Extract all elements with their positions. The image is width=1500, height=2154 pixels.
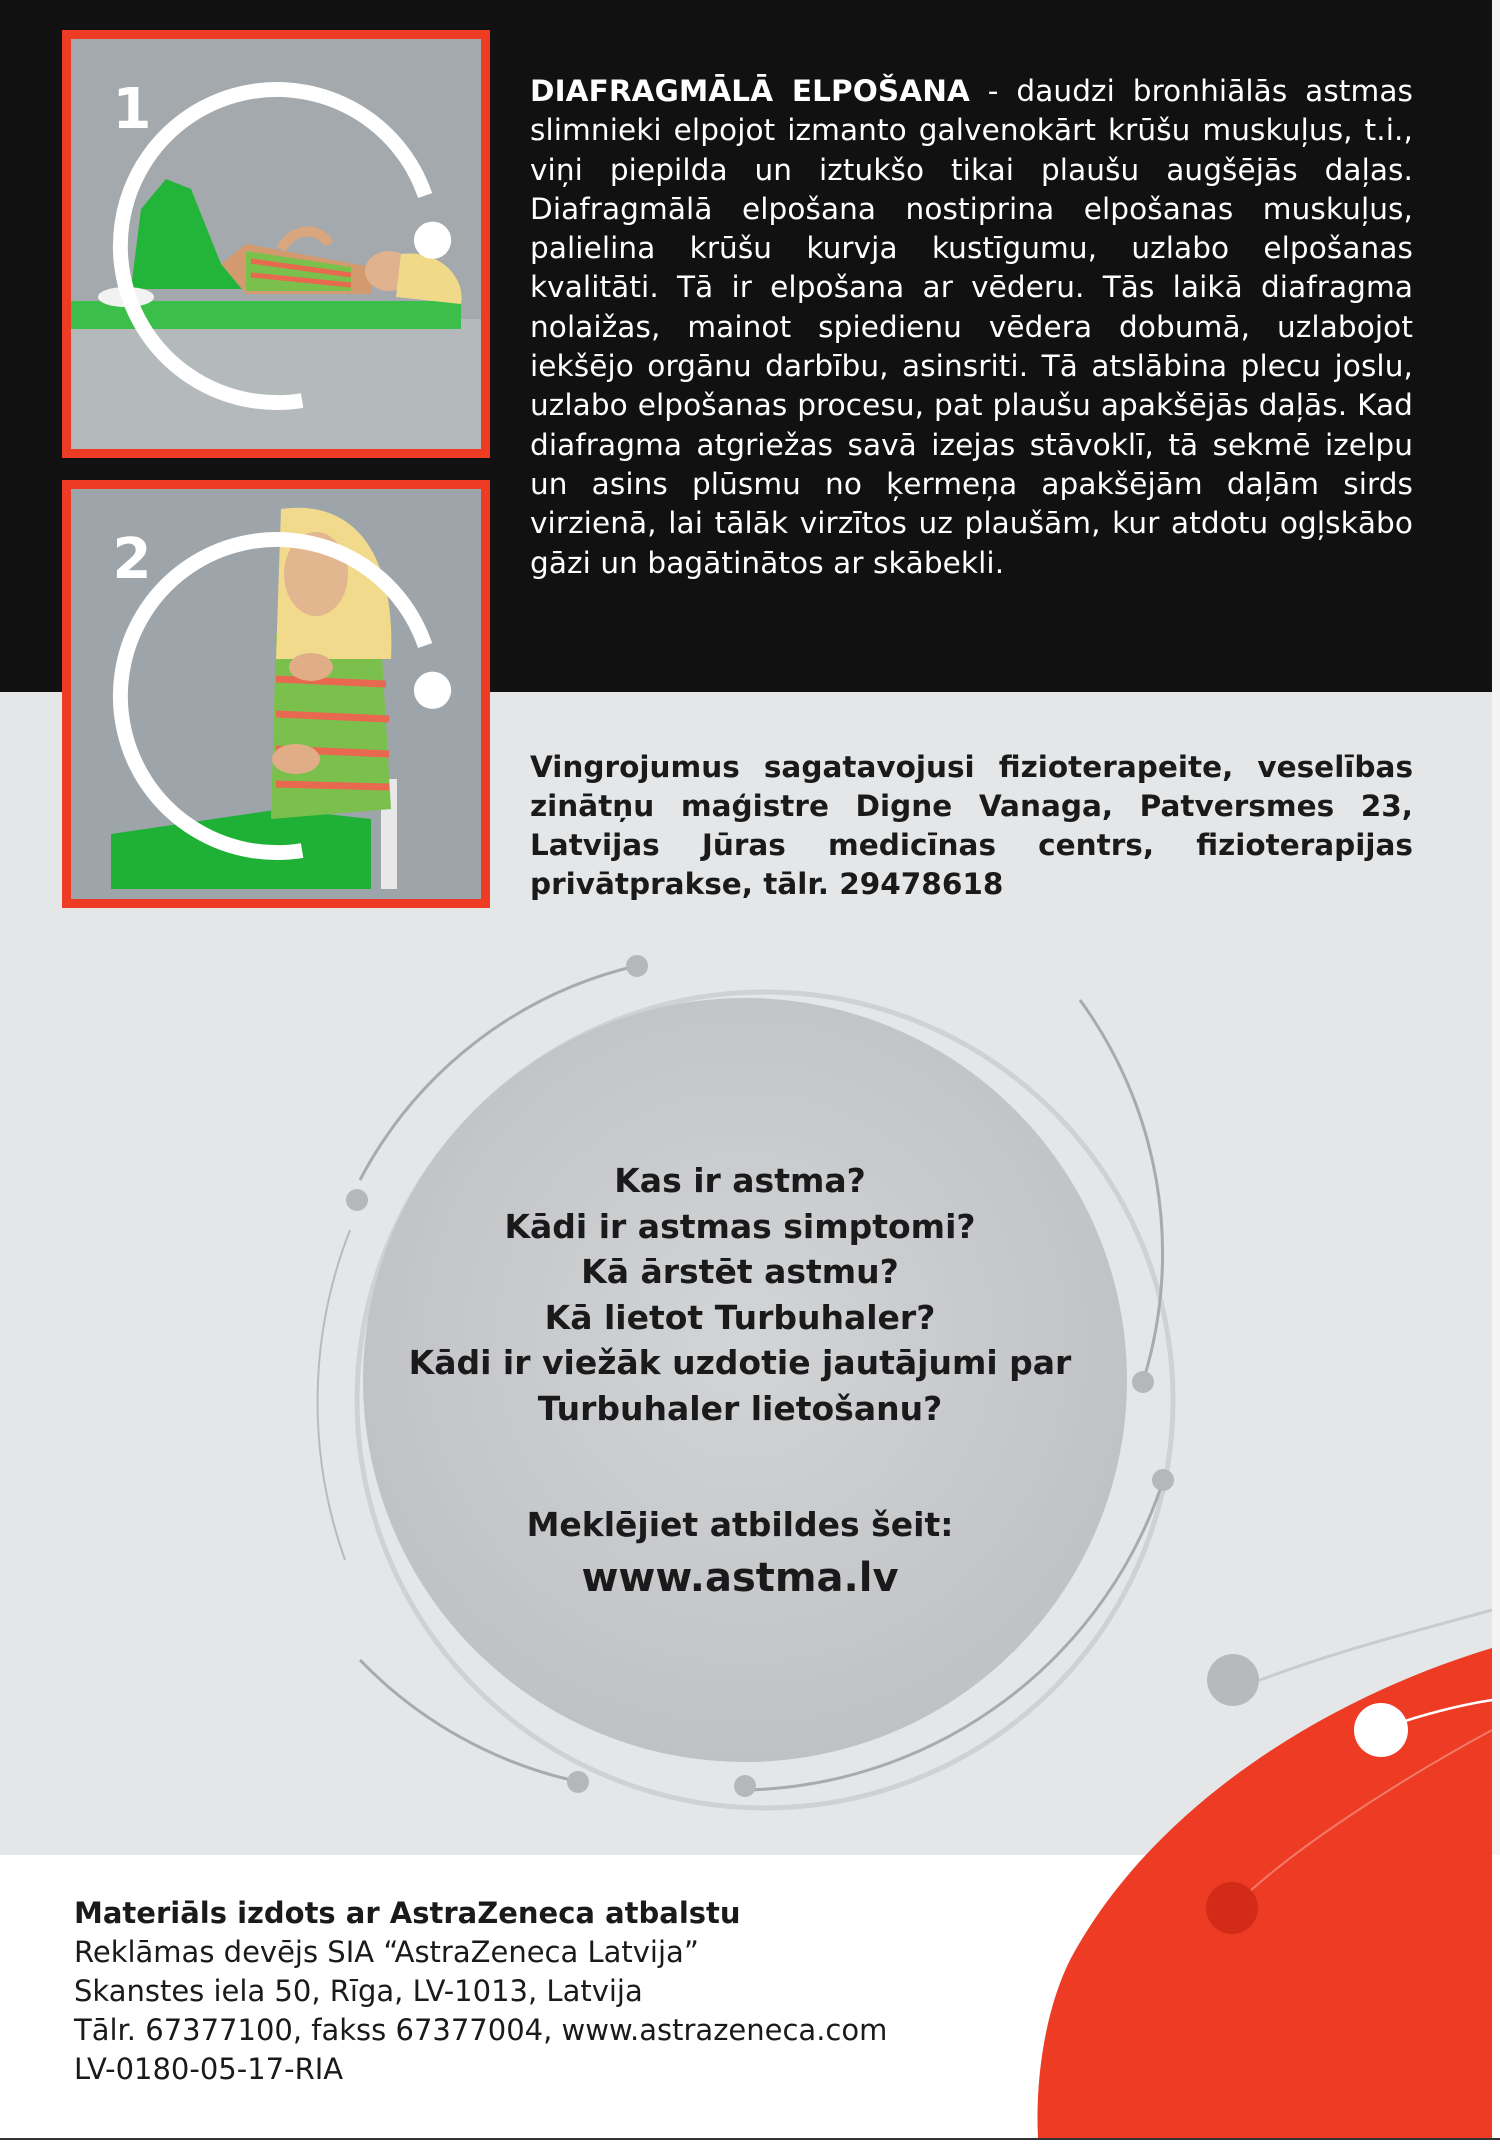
- address-line: Skanstes iela 50, Rīga, LV-1013, Latvija: [74, 1974, 643, 2008]
- orbit-dot: [1132, 1371, 1154, 1393]
- exercise-photo-2: [62, 480, 490, 908]
- exercise-body-text: - daudzi bronhiālās astmas slimnieki elpojot izmanto galvenokārt krūšu muskuļus, t.i., viņi piepilda un iztukšo tikai plaušu augšējās daļas. Diafragmālā elpošana nostiprina elpošanas muskuļus, palielina krūšu kurvja kustīgumu, uzlabo elpošanas kvalitāti. Tā ir elpošana ar vēderu. Tās laikā diafragma nolaižas, mainot spiedienu vēdera dobumā, uzlabojot iekšējo orgānu darbību, asinsriti. Tā atslābina plecu joslu, uzlabo elpošanas procesu, pat plaušu apakšējās daļās. Kad diafragma atgriežas savā izejas stāvoklī, tā sekmē izelpu un asins plūsmu no ķermeņa apakšējām daļām sirds virzienā, lai tālāk virzītos uz plaušām, kur atdotu ogļskābo gāzi un bagātinātos ar skābekli.: [530, 74, 1413, 580]
- answer-block: [360, 1500, 1120, 1606]
- exercise-photo-1: [62, 30, 490, 458]
- dark-red-sphere: [1206, 1882, 1258, 1934]
- question-line: Kas ir astma?: [614, 1161, 866, 1200]
- question-line: Kā lietot Turbuhaler?: [544, 1297, 936, 1337]
- step-number: 2: [112, 527, 152, 592]
- step-number: 1: [112, 77, 152, 142]
- sponsor-line: Materiāls izdots ar AstraZeneca atbalstu: [74, 1896, 741, 1930]
- bottom-rule: [0, 2138, 1500, 2140]
- advertiser-line: Reklāmas devējs SIA “AstraZeneca Latvija”: [74, 1935, 699, 1969]
- exercise-description: [530, 72, 1413, 583]
- question-line: Kā ārstēt astmu?: [581, 1252, 899, 1291]
- question-line: Kādi ir viežāk uzdotie jautājumi par: [408, 1343, 1072, 1382]
- orbit-dot: [626, 955, 648, 977]
- answer-label: Meklējiet atbildes šeit:: [526, 1505, 954, 1544]
- publisher-info: [74, 1894, 974, 2089]
- orbit-dot: [734, 1775, 756, 1797]
- grey-sphere: [1207, 1654, 1259, 1706]
- orbit-dot: [567, 1771, 589, 1793]
- red-decorative-shape: [1037, 1648, 1492, 2138]
- white-sphere: [1354, 1703, 1408, 1757]
- question-line: Kādi ir astmas simptomi?: [504, 1206, 976, 1246]
- question-list: [360, 1158, 1120, 1431]
- orbit-dot: [1152, 1469, 1174, 1491]
- contact-line: Tālr. 67377100, fakss 67377004, www.astrazeneca.com: [74, 2013, 888, 2047]
- document-code: LV-0180-05-17-RIA: [74, 2052, 344, 2086]
- credits-text: Vingrojumus sagatavojusi fizioterapeite, veselības zinātņu maģistre Digne Vanaga, Patversmes 23, Latvijas Jūras medicīnas centrs, fizioterapijas privātprakse, tālr. 29478618: [530, 750, 1413, 901]
- astma-website-link[interactable]: www.astma.lv: [581, 1555, 899, 1601]
- question-line: Turbuhaler lietošanu?: [537, 1388, 943, 1428]
- exercise-heading: DIAFRAGMĀLĀ ELPOŠANA: [530, 74, 970, 108]
